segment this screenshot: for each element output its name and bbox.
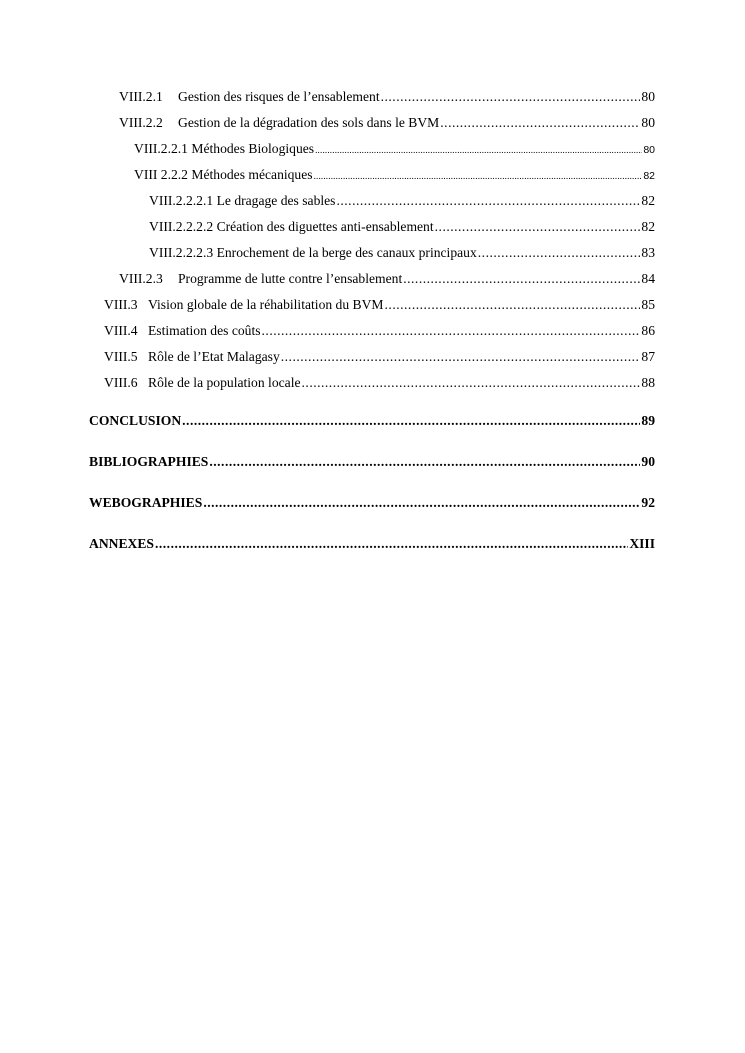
toc-entry-bibliographies[interactable] <box>89 451 655 492</box>
toc-entry-number: VIII.6 <box>104 375 138 390</box>
toc-entry-viii-6[interactable] <box>89 372 655 398</box>
toc-entry-page: 80 <box>641 89 655 104</box>
toc-entry-title: Rôle de la population locale <box>148 375 301 390</box>
dot-leader <box>403 268 640 290</box>
toc-entry-page: 82 <box>643 170 655 182</box>
toc-entry-title: Gestion des risques de l’ensablement <box>178 89 380 104</box>
dot-leader <box>385 294 641 316</box>
toc-entry-title: VIII.2.2.2.1 Le dragage des sables <box>149 190 335 212</box>
toc-entry-title: VIII.2.2.1 Méthodes Biologiques <box>134 138 314 160</box>
toc-entry-title: VIII.2.2.2.2 Création des diguettes anti-ensablement <box>149 216 434 238</box>
toc-entry-viii-2-2[interactable] <box>89 112 655 138</box>
dot-leader <box>182 410 640 432</box>
toc-entry-viii-2-3[interactable] <box>89 268 655 294</box>
dot-leader <box>315 139 642 161</box>
toc-entry-viii-3[interactable] <box>89 294 655 320</box>
toc-entry-page: 80 <box>643 144 655 156</box>
toc-entry-viii-2-2-2[interactable] <box>89 164 655 190</box>
toc-entry-page: 87 <box>641 349 655 364</box>
toc-entry-viii-2-2-1[interactable] <box>89 138 655 164</box>
toc-entry-viii-4[interactable] <box>89 320 655 346</box>
toc-entry-page: 89 <box>641 413 655 428</box>
dot-leader <box>262 320 641 342</box>
toc-entry-page: XIII <box>629 536 655 551</box>
table-of-contents <box>89 86 655 574</box>
toc-entry-number: VIII.2.2 <box>119 115 163 130</box>
toc-entry-page: 82 <box>641 193 655 208</box>
toc-entry-title: VIII.2.2.2.3 Enrochement de la berge des canaux principaux <box>149 242 477 264</box>
toc-entry-number: VIII.4 <box>104 323 138 338</box>
toc-entry-viii-2-2-2-1[interactable] <box>89 190 655 216</box>
toc-entry-title: CONCLUSION <box>89 410 181 432</box>
toc-entry-page: 82 <box>641 219 655 234</box>
toc-entry-page: 84 <box>641 271 655 286</box>
toc-entry-title: Estimation des coûts <box>148 323 261 338</box>
toc-entry-title: Programme de lutte contre l’ensablement <box>178 271 403 286</box>
dot-leader <box>435 216 641 238</box>
toc-entry-title: VIII 2.2.2 Méthodes mécaniques <box>134 164 313 186</box>
dot-leader <box>281 346 641 368</box>
dot-leader <box>440 112 640 134</box>
toc-entry-number: VIII.5 <box>104 349 138 364</box>
toc-entry-title: Gestion de la dégradation des sols dans le BVM <box>178 115 440 130</box>
toc-entry-number: VIII.2.3 <box>119 271 163 286</box>
toc-entry-page: 83 <box>641 245 655 260</box>
toc-entry-page: 85 <box>641 297 655 312</box>
toc-entry-webographies[interactable] <box>89 492 655 533</box>
dot-leader <box>209 451 640 473</box>
toc-entry-viii-2-1[interactable] <box>89 86 655 112</box>
toc-entry-page: 92 <box>641 495 655 510</box>
toc-entry-conclusion[interactable] <box>89 410 655 451</box>
dot-leader <box>381 86 641 108</box>
toc-entry-page: 86 <box>641 323 655 338</box>
toc-entry-title: WEBOGRAPHIES <box>89 492 202 514</box>
toc-entry-page: 88 <box>641 375 655 390</box>
toc-entry-page: 90 <box>641 454 655 469</box>
toc-entry-viii-5[interactable] <box>89 346 655 372</box>
toc-entry-viii-2-2-2-3[interactable] <box>89 242 655 268</box>
toc-entry-page: 80 <box>641 115 655 130</box>
toc-entry-title: BIBLIOGRAPHIES <box>89 451 208 473</box>
dot-leader <box>302 372 641 394</box>
toc-entry-annexes[interactable] <box>89 533 655 574</box>
dot-leader <box>336 190 640 212</box>
toc-entry-number: VIII.3 <box>104 297 138 312</box>
dot-leader <box>478 242 641 264</box>
dot-leader <box>203 492 640 514</box>
toc-entry-title: ANNEXES <box>89 533 154 555</box>
toc-entry-title: Rôle de l’Etat Malagasy <box>148 349 280 364</box>
toc-entry-number: VIII.2.1 <box>119 89 163 104</box>
toc-entry-title: Vision globale de la réhabilitation du BVM <box>148 297 384 312</box>
dot-leader <box>155 533 628 555</box>
toc-entry-viii-2-2-2-2[interactable] <box>89 216 655 242</box>
dot-leader <box>314 165 643 187</box>
